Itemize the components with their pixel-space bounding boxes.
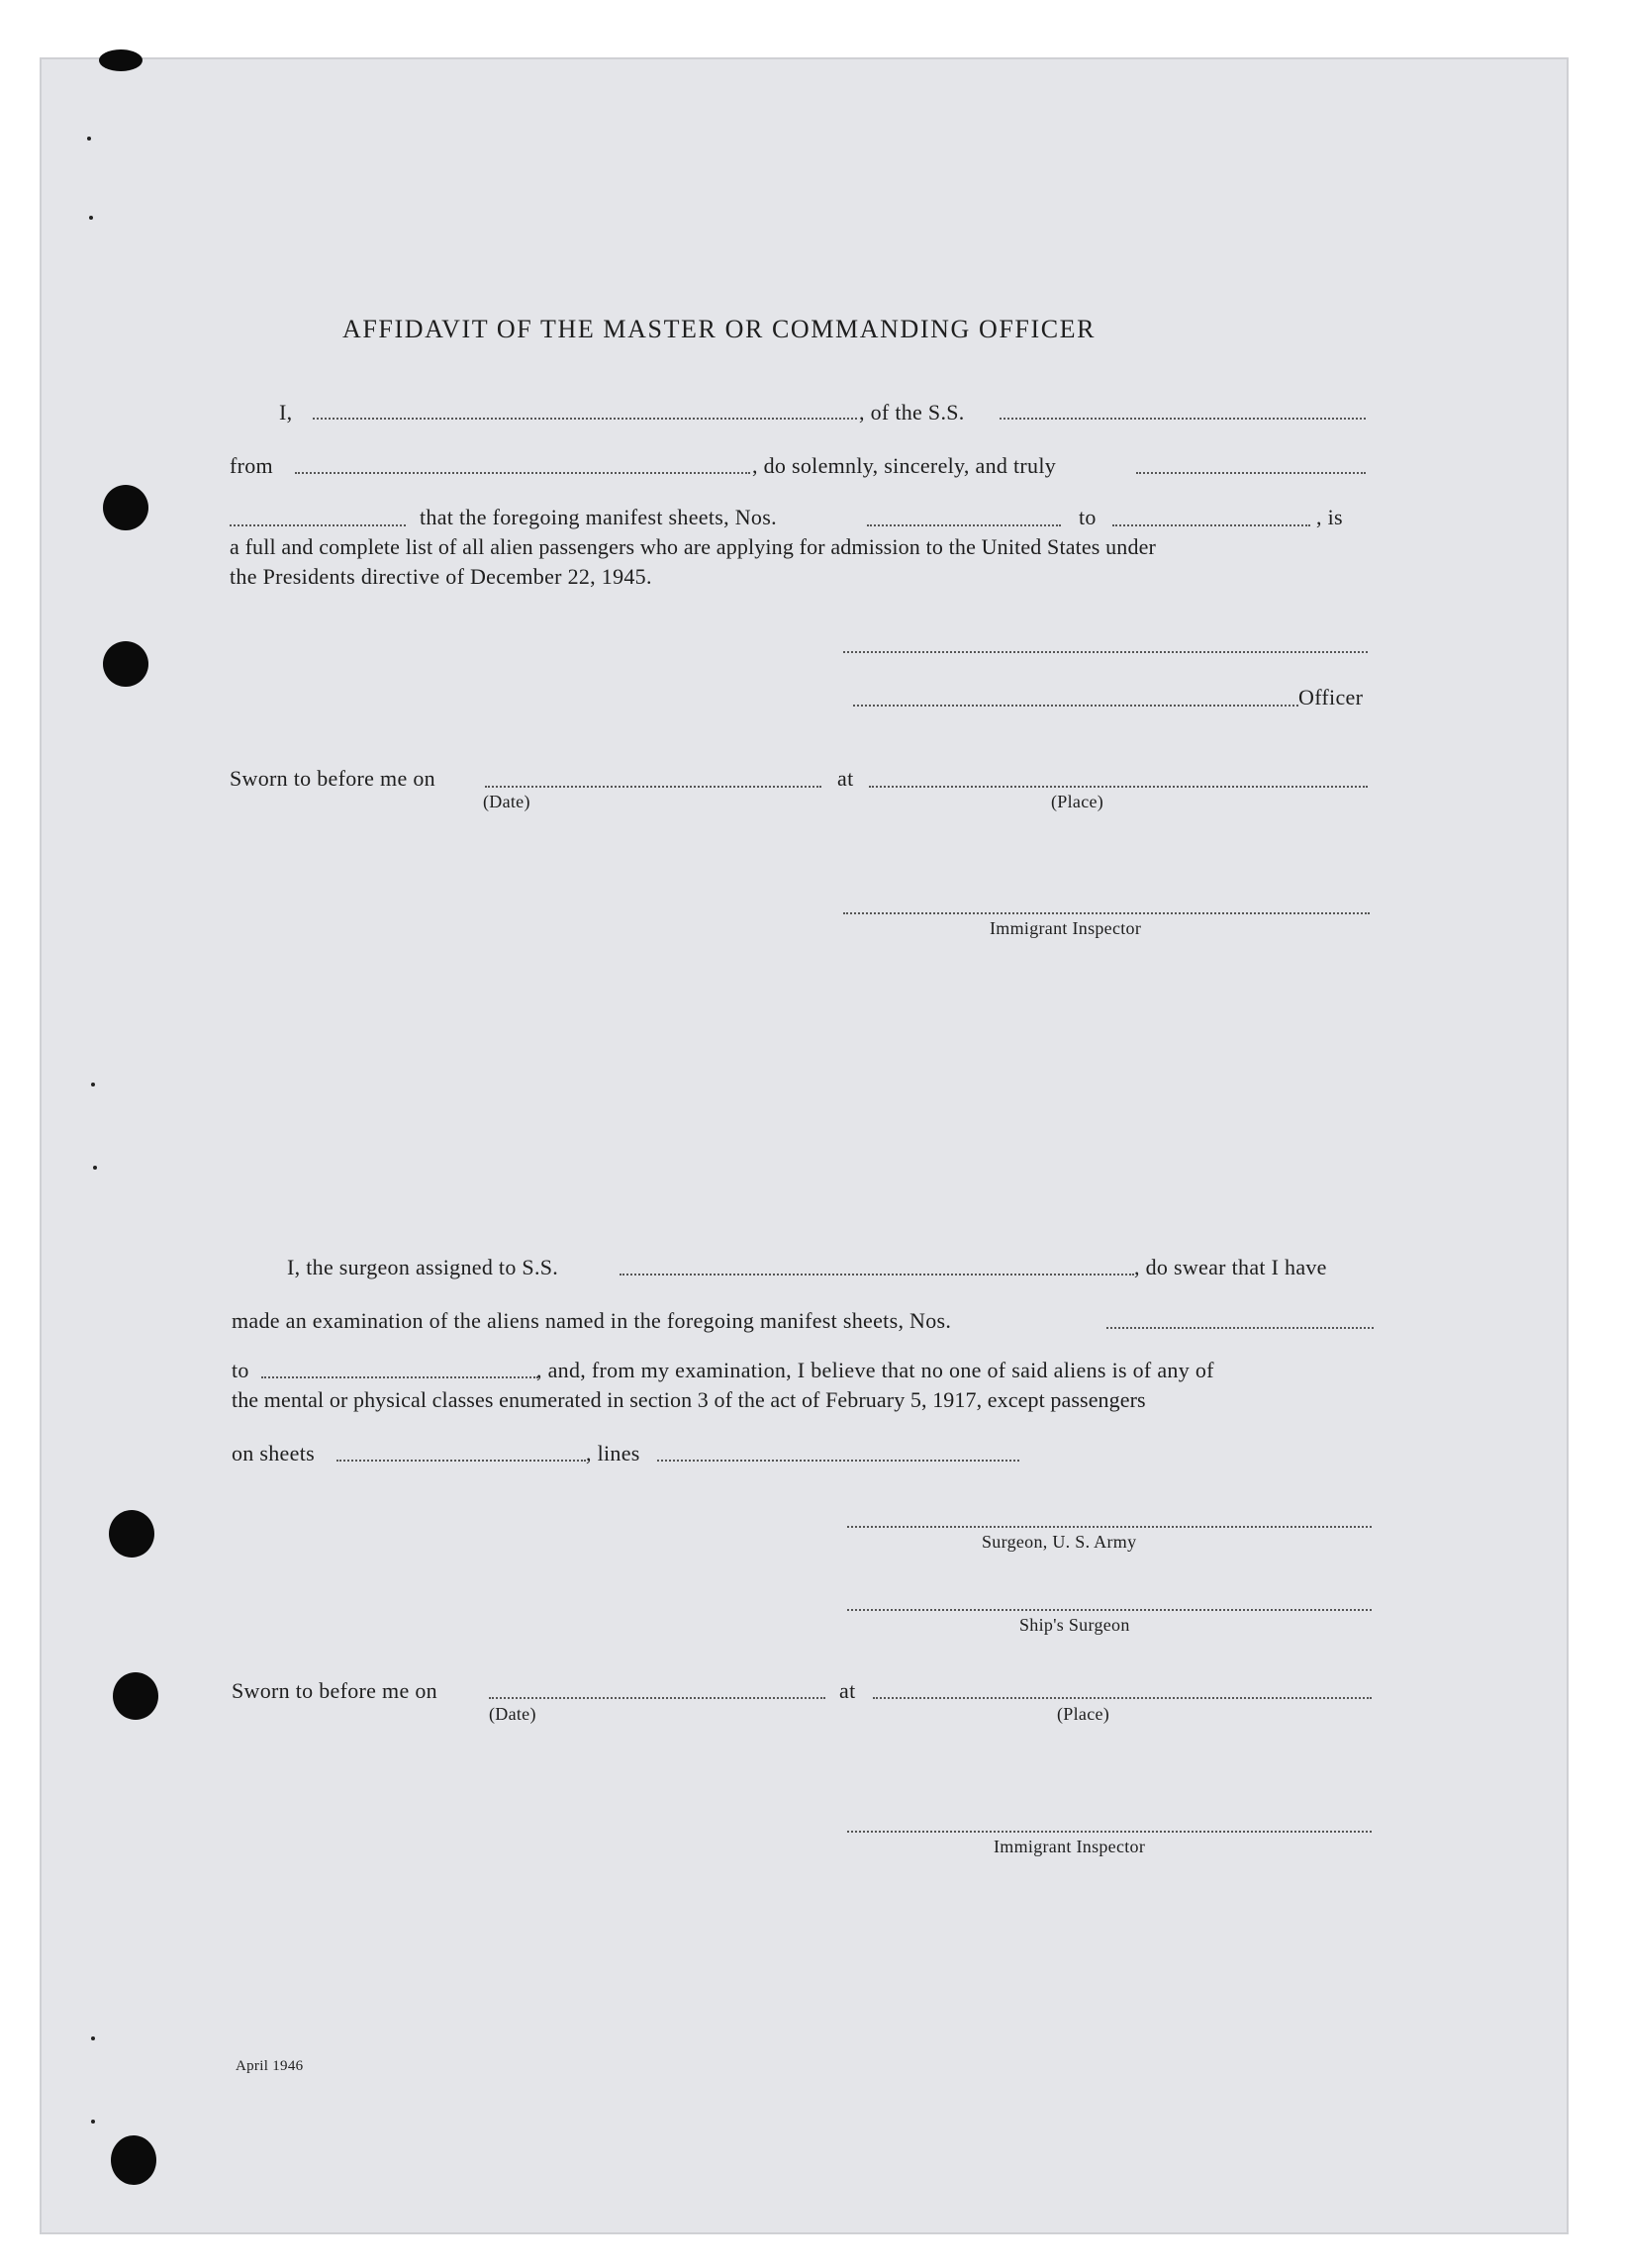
surgeon-line-3-to: to [232,1358,249,1382]
surgeon-line-5a: on sheets [232,1441,315,1465]
statement-line-4: a full and complete list of all alien passengers who are applying for admission to the United States under [230,534,1156,559]
surgeon-sheet-to-field[interactable] [261,1376,538,1378]
surgeon-date-caption: (Date) [489,1704,536,1724]
punch-hole [103,641,148,687]
surgeon-ship-field[interactable] [620,1274,1134,1276]
sheet-from-field[interactable] [867,524,1061,526]
statement-line-5: the Presidents directive of December 22, 1945. [230,564,652,589]
surgeon-line-1a: I, the surgeon assigned to S.S. [287,1255,559,1279]
line3-is: , is [1316,505,1343,529]
except-sheets-field[interactable] [336,1460,586,1462]
surgeon-line-5b: , lines [586,1441,640,1465]
army-surgeon-signature-line[interactable] [847,1526,1372,1528]
surgeon-at-label: at [839,1678,856,1703]
surgeon-line-4: the mental or physical classes enumerated in section 3 of the act of February 5, 1917, except passengers [232,1387,1146,1412]
surgeon-inspector-label: Immigrant Inspector [994,1837,1146,1856]
punch-hole [111,2135,156,2185]
surgeon-line-2: made an examination of the aliens named in the foregoing manifest sheets, Nos. [232,1308,952,1333]
surgeon-sworn-date-field[interactable] [489,1697,825,1699]
swear-word-field[interactable] [230,524,406,526]
date-caption: (Date) [483,792,530,811]
ships-surgeon-label: Ship's Surgeon [1019,1615,1130,1635]
except-lines-field[interactable] [657,1460,1019,1462]
at-label: at [837,766,854,791]
officer-label: Officer [1298,685,1364,709]
punch-hole [113,1672,158,1720]
surgeon-line-3b: , and, from my examination, I believe that no one of said aliens is of any of [536,1358,1214,1382]
officer-signature-line-1[interactable] [843,651,1368,653]
ships-surgeon-signature-line[interactable] [847,1609,1372,1611]
swear-field[interactable] [1136,472,1366,474]
sheet-to-field[interactable] [1112,524,1310,526]
line2-swear: , do solemnly, sincerely, and truly [752,453,1057,478]
form-date: April 1946 [236,2058,304,2074]
sworn-date-field[interactable] [485,786,821,788]
inspector-label: Immigrant Inspector [990,918,1142,938]
line3-text: that the foregoing manifest sheets, Nos. [420,505,777,529]
origin-field[interactable] [295,472,750,474]
punch-hole [103,485,148,530]
affidavit-title: AFFIDAVIT OF THE MASTER OR COMMANDING OFFICER [342,315,1097,343]
surgeon-place-caption: (Place) [1057,1704,1110,1724]
surgeon-line-1b: , do swear that I have [1134,1255,1327,1279]
officer-signature-line-2[interactable] [853,705,1298,707]
sworn-place-field[interactable] [869,786,1368,788]
army-surgeon-label: Surgeon, U. S. Army [982,1532,1137,1552]
ship-name-field[interactable] [1000,418,1366,420]
surgeon-sworn-label: Sworn to before me on [232,1678,437,1703]
line1-i: I, [279,400,293,425]
punch-hole [109,1510,154,1558]
surgeon-sheet-from-field[interactable] [1106,1327,1374,1329]
line2-from: from [230,453,273,478]
inspector-signature-line[interactable] [843,912,1370,914]
master-name-field[interactable] [313,418,857,420]
line1-of-ss: , of the S.S. [859,400,965,425]
sworn-label: Sworn to before me on [230,766,435,791]
form-sheet [40,57,1569,2234]
line3-to: to [1079,505,1097,529]
surgeon-sworn-place-field[interactable] [873,1697,1372,1699]
place-caption: (Place) [1051,792,1104,811]
surgeon-inspector-signature-line[interactable] [847,1831,1372,1833]
punch-hole [99,49,143,71]
